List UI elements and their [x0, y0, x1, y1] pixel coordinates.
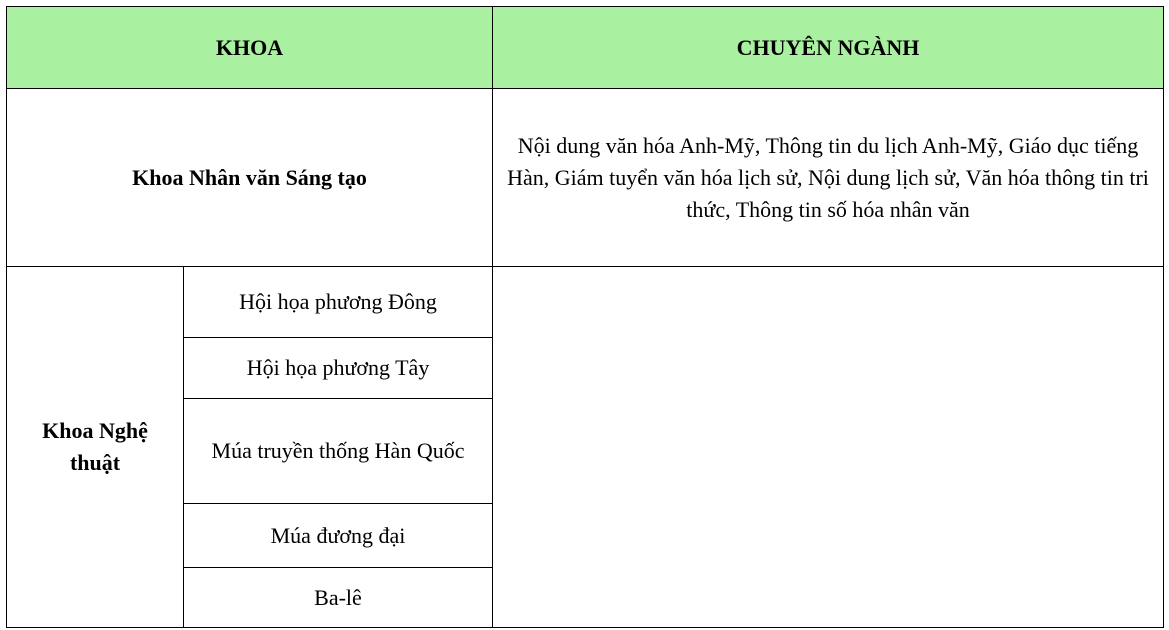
faculty-name-humanities: Khoa Nhân văn Sáng tạo — [7, 89, 493, 267]
sub-major-cell: Hội họa phương Tây — [184, 338, 493, 399]
majors-list-humanities: Nội dung văn hóa Anh-Mỹ, Thông tin du lịch Anh-Mỹ, Giáo dục tiếng Hàn, Giám tuyển văn hóa lịch sử, Nội dung lịch sử, Văn hóa thông tin tri thức, Thông tin số hóa nhân văn — [493, 89, 1164, 267]
header-row — [7, 7, 1164, 89]
table-row — [7, 89, 1164, 267]
faculty-name-arts: Khoa Nghệ thuật — [7, 267, 184, 628]
table-row — [7, 267, 1164, 338]
sub-major-cell: Múa đương đại — [184, 504, 493, 568]
major-header: CHUYÊN NGÀNH — [493, 7, 1164, 89]
sub-major-cell: Múa truyền thống Hàn Quốc — [184, 399, 493, 504]
sub-major-cell: Hội họa phương Đông — [184, 267, 493, 338]
faculty-header: KHOA — [7, 7, 493, 89]
majors-list-arts-empty — [493, 267, 1164, 628]
faculty-majors-table — [6, 6, 1164, 628]
sub-major-cell: Ba-lê — [184, 568, 493, 628]
